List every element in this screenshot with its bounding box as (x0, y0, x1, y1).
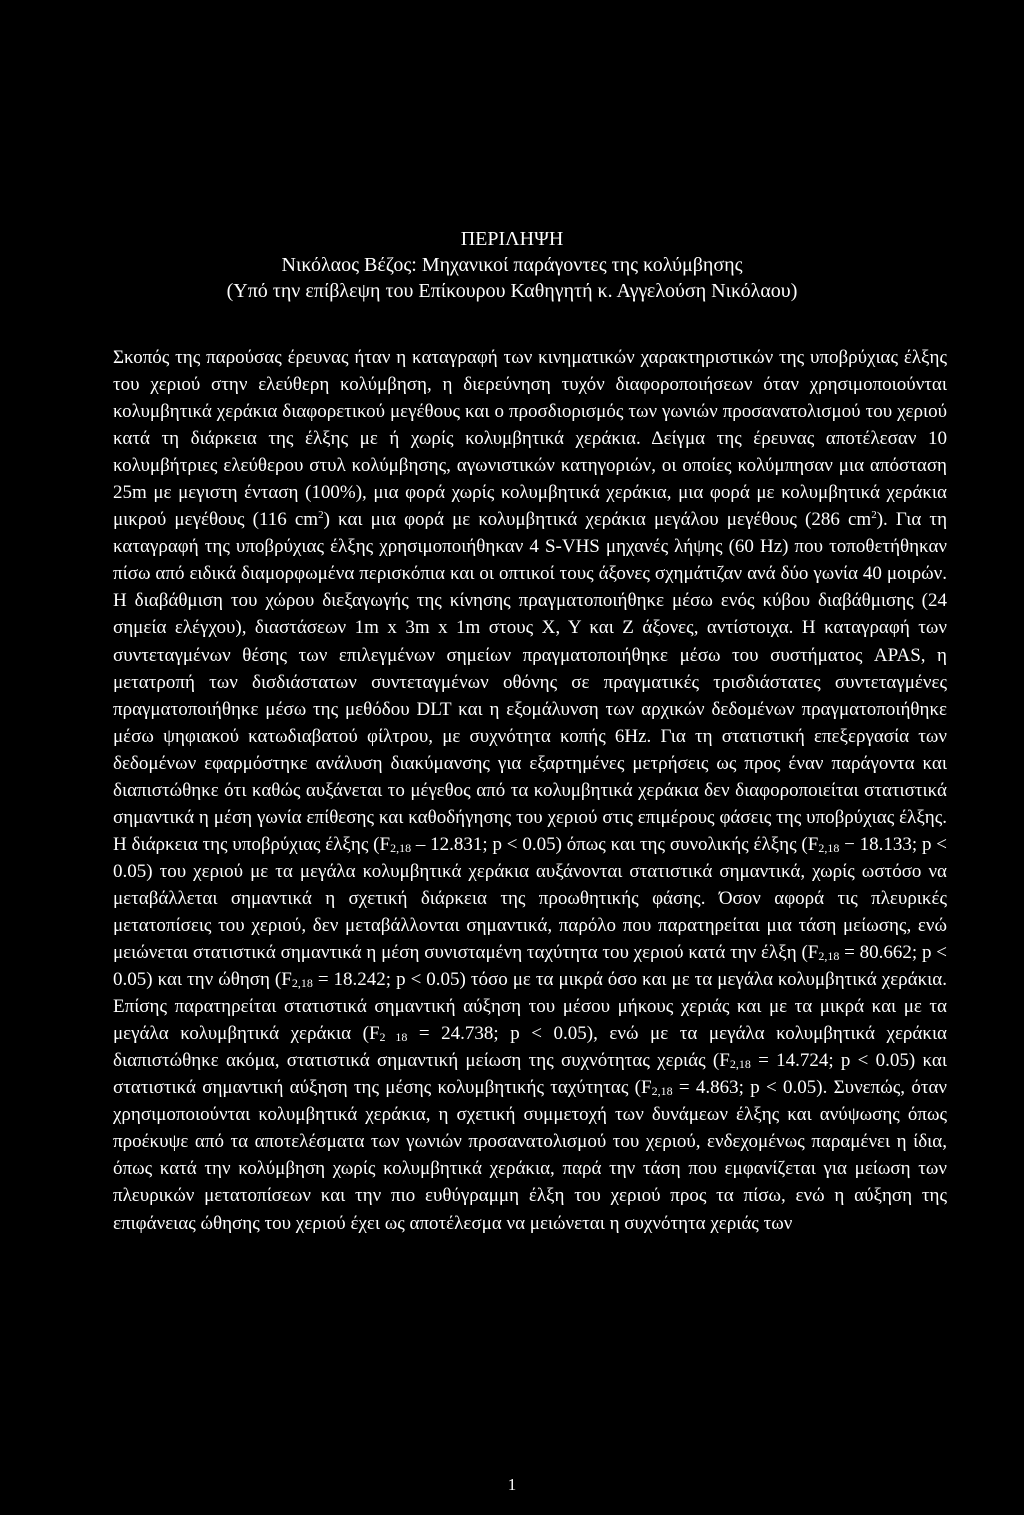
abstract-text: ). Για τη καταγραφή της υποβρύχιας έλξης χρησιμοποιήθηκαν 4 S-VHS μηχανές λήψης (60 Hz) που τοποθετήθηκαν πίσω από ειδικά διαμορφωμένα περισκόπια και οι οπτικοί τους άξονες σχημάτιζαν ανά δύο γωνία 40 μοιρών. Η διαβάθμιση του χώρου διεξαγωγής της κίνησης πραγματοποιήθηκε μέσω ενός κύβου διαβάθμισης (24 σημεία ελέγχου), διαστάσεων 1m x 3m x 1m στους X, Y και Z άξονες, αντίστοιχα. Η καταγραφή των συντεταγμένων θέσης των επιλεγμένων σημείων πραγματοποιήθηκε μέσω του συστήματος APAS, η μετατροπή των δισδιάστατων συντεταγμένων οθόνης σε πραγματικές τρισδιάστατες συντεταγμένες πραγματοποιήθηκε μέσω της μεθόδου DLT και η εξομάλυνση των αρχικών δεδομένων πραγματοποιήθηκε μέσω ψηφιακού κατωδιαβατού φίλτρου, με συχνότητα κοπής 6Hz. Για τη στατιστική επεξεργασία των δεδομένων εφαρμόστηκε ανάλυση διακύμανσης για εξαρτημένες μετρήσεις ως προς έναν παράγοντα και διαπιστώθηκε ότι καθώς αυξάνεται το μέγεθος από τα κολυμβητικά χεράκια δεν διαφοροποιείται στατιστικά σημαντικά η μέση γωνία επίθεσης και καθοδήγησης του χεριού στις επιμέρους φάσεις της υποβρύχιας έλξης. Η διάρκεια της υποβρύχιας έλξης (F (113, 509, 947, 855)
subscript: 2,18 (291, 976, 313, 991)
abstract-body (113, 344, 947, 1237)
subscript: 2,18 (818, 840, 840, 855)
abstract-text: Σκοπός της παρούσας έρευνας ήταν η καταγραφή των κινηματικών χαρακτηριστικών της υποβρύχιας έλξης του χεριού στην ελεύθερη κολύμβηση, η διερεύνηση τυχόν διαφοροποιήσεων όταν χρησιμοποιούνται κολυμβητικά χεράκια διαφορετικού μεγέθους και ο προσδιορισμός των γωνιών προσανατολισμού του χεριού κατά τη διάρκεια της έλξης με ή χωρίς κολυμβητικά χεράκια. Δείγμα της έρευνας αποτέλεσαν 10 κολυμβήτριες ελεύθερου στυλ κολύμβησης, αγωνιστικών κατηγοριών, οι οποίες κολύμπησαν μια απόσταση 25m με μεγιστη ένταση (100%), μια φορά χωρίς κολυμβητικά χεράκια, μια φορά με κολυμβητικά χεράκια μικρού μεγέθους (116 cm (113, 347, 947, 531)
abstract-text: = 80.662; p < 0.05) και την ώθηση (F (113, 942, 947, 991)
subscript: 2 18 (379, 1030, 408, 1045)
subscript: 2,18 (390, 840, 412, 855)
superscript: 2 (318, 509, 324, 522)
page-title: ΠΕΡΙΛΗΨΗ (460, 228, 564, 250)
abstract-text: = 24.738; p < 0.05), ενώ με τα μεγάλα κολυμβητικά χεράκια διαπιστώθηκε ακόμα, στατιστικά σημαντική μείωση της συχνότητας χεριάς (F (113, 1023, 948, 1072)
superscript: 2 (871, 509, 877, 522)
abstract-text: − 18.133; p < 0.05) του χεριού με τα μεγάλα κολυμβητικά χεράκια αυξάνονται στατιστικά σημαντικά, χωρίς ωστόσο να μεταβάλλεται σημαντικά η σχετική διάρκεια της προωθητικής φάσης. Όσον αφορά τις πλευρικές μετατοπίσεις του χεριού, δεν μεταβάλλονται σημαντικά, παρόλο που παρατηρείται μια τάση μείωσης, ενώ μειώνεται στατιστικά σημαντικά η μέση συνισταμένη ταχύτητα του χεριού κατά την έλξη (F (113, 833, 947, 964)
subscript: 2,18 (818, 949, 840, 964)
subscript: 2,18 (729, 1057, 751, 1072)
abstract-text: ) και μια φορά με κολυμβητικά χεράκια μεγάλου μεγέθους (286 cm (323, 509, 872, 531)
abstract-text: – 12.831; p < 0.05) όπως και της συνολικής έλξης (F (411, 833, 819, 855)
subscript: 2,18 (651, 1084, 673, 1099)
abstract-header (0, 226, 1024, 304)
author-thesis-line: Νικόλαος Βέζος: Μηχανικοί παράγοντες της κολύμβησης (281, 254, 743, 276)
abstract-text: = 18.242; p < 0.05) τόσο με τα μικρά όσο και με τα μεγάλα κολυμβητικά χεράκια. Επίσης παρατηρείται στατιστικά σημαντική αύξηση του μέσου μήκους χεριάς και με τα μικρά και με τα μεγάλα κολυμβητικά χεράκια (F (113, 969, 948, 1045)
abstract-text: = 14.724; p < 0.05) και στατιστικά σημαντική αύξηση της μέσης κολυμβητικής ταχύτητας (F (113, 1050, 947, 1099)
abstract-text: = 4.863; p < 0.05). Συνεπώς, όταν χρησιμοποιούνται κολυμβητικά χεράκια, η σχετική συμμετοχή των δυνάμεων έλξης και ανύψωσης όπως προέκυψε από τα αποτελέσματα των γωνιών προσανατολισμού του χεριού, ενδεχομένως παραμένει η ίδια, όπως κατά την κολύμβηση χωρίς κολυμβητικά χεράκια, παρά την τάση που εμφανίζεται για μείωση των πλευρικών μετατοπίσεων και την πιο ευθύγραμμη έλξη του χεριού προς τα πίσω, ενώ η αύξηση της επιφάνειας ώθησης του χεριού έχει ως αποτέλεσμα να μειώνεται η συχνότητα χεριάς των (113, 1077, 948, 1234)
page-number: 1 (507, 1475, 517, 1494)
supervisor-line: (Υπό την επίβλεψη του Επίκουρου Καθηγητή κ. Αγγελούση Νικόλαου) (226, 280, 798, 302)
